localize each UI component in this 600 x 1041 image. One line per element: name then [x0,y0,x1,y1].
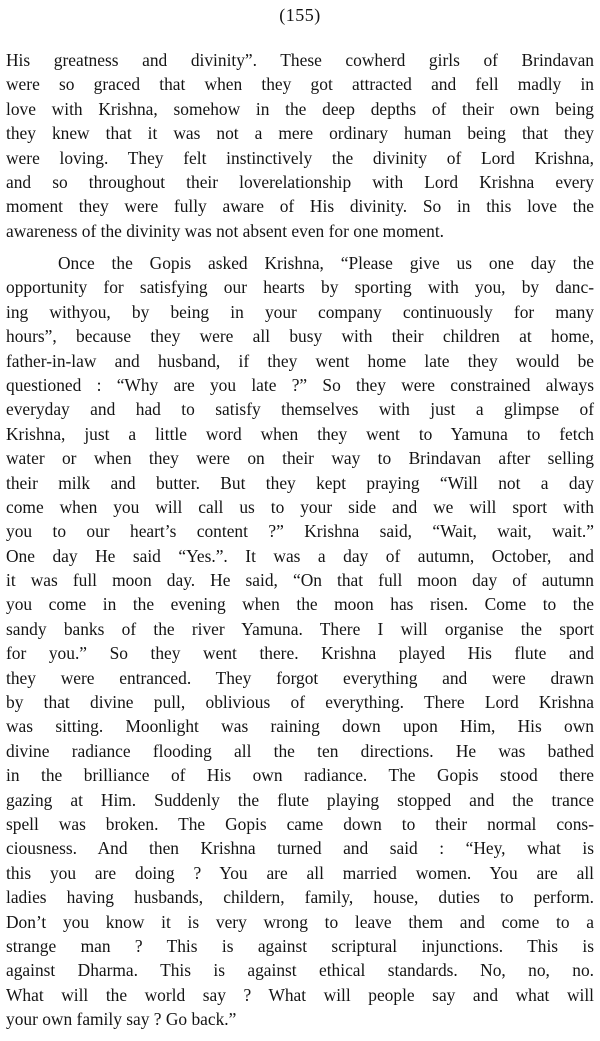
text-line: everyday and had to satisfy themselves with just a glimpse of [6,399,594,420]
text-line: your own family say ? Go back.” [6,1009,237,1030]
text-line: their milk and butter. But they kept praying “Will not a day [6,472,594,493]
text-line: What will the world say ? What will people say and what will [6,984,594,1005]
text-line: they knew that it was not a mere ordinary human being that they [6,123,594,144]
paragraph-1 [6,48,594,243]
text-line: divine radiance flooding all the ten directions. He was bathed [6,740,594,761]
text-line: spell was broken. The Gopis came down to their normal cons- [6,813,594,834]
text-line: moment they were fully aware of His divinity. So in this love the [6,196,594,217]
text-line: come when you will call us to your side and we will sport with [6,496,594,517]
text-line: father-in-law and husband, if they went home late they would be [6,350,594,371]
text-line: strange man ? This is against scriptural injunctions. This is [6,935,594,956]
text-line: you to our heart’s content ?” Krishna said, “Wait, wait, wait.” [6,521,594,542]
text-line: water or when they were on their way to Brindavan after selling [6,448,594,469]
text-line: ladies having husbands, childern, family, house, duties to perform. [6,887,594,908]
text-line: Don’t you know it is very wrong to leave them and come to a [6,911,594,932]
text-line: questioned : “Why are you late ?” So they were constrained always [6,374,594,395]
text-line: One day He said “Yes.”. It was a day of autumn, October, and [6,545,594,566]
page-number: (155) [279,5,321,25]
text-line: by that divine pull, oblivious of everything. There Lord Krishna [6,692,594,713]
text-line: opportunity for satisfying our hearts by sporting with you, by danc- [6,277,594,298]
text-line: was sitting. Moonlight was raining down upon Him, His own [6,716,594,737]
text-line: against Dharma. This is against ethical standards. No, no, no. [6,960,594,981]
text-line: and so throughout their loverelationship with Lord Krishna every [6,171,594,192]
text-line: gazing at Him. Suddenly the flute playing stopped and the trance [6,789,594,810]
text-line: in the brilliance of His own radiance. The Gopis stood there [6,765,594,786]
text-line: ciousness. And then Krishna turned and said : “Hey, what is [6,838,594,859]
text-line: they were entranced. They forgot everything and were drawn [6,667,594,688]
paragraph-2 [6,251,594,1032]
text-line: were so graced that when they got attracted and fell madly in [6,74,594,95]
text-line: ing withyou, by being in your company continuously for many [6,301,594,322]
text-line: love with Krishna, somehow in the deep depths of their own being [6,98,594,119]
text-line: it was full moon day. He said, “On that full moon day of autumn [6,570,594,591]
text-line: Krishna, just a little word when they went to Yamuna to fetch [6,423,594,444]
text-line: this you are doing ? You are all married women. You are all [6,862,594,883]
text-line: awareness of the divinity was not absent even for one moment. [6,220,445,241]
text-line: hours”, because they were all busy with their children at home, [6,326,594,347]
text-line: His greatness and divinity”. These cowherd girls of Brindavan [6,50,594,70]
text-line: Once the Gopis asked Krishna, “Please give us one day the [58,253,594,273]
text-line: were loving. They felt instinctively the divinity of Lord Krishna, [6,147,594,168]
text-line: you come in the evening when the moon has risen. Come to the [6,594,594,615]
text-line: sandy banks of the river Yamuna. There I will organise the sport [6,618,594,639]
text-line: for you.” So they went there. Krishna played His flute and [6,643,594,664]
